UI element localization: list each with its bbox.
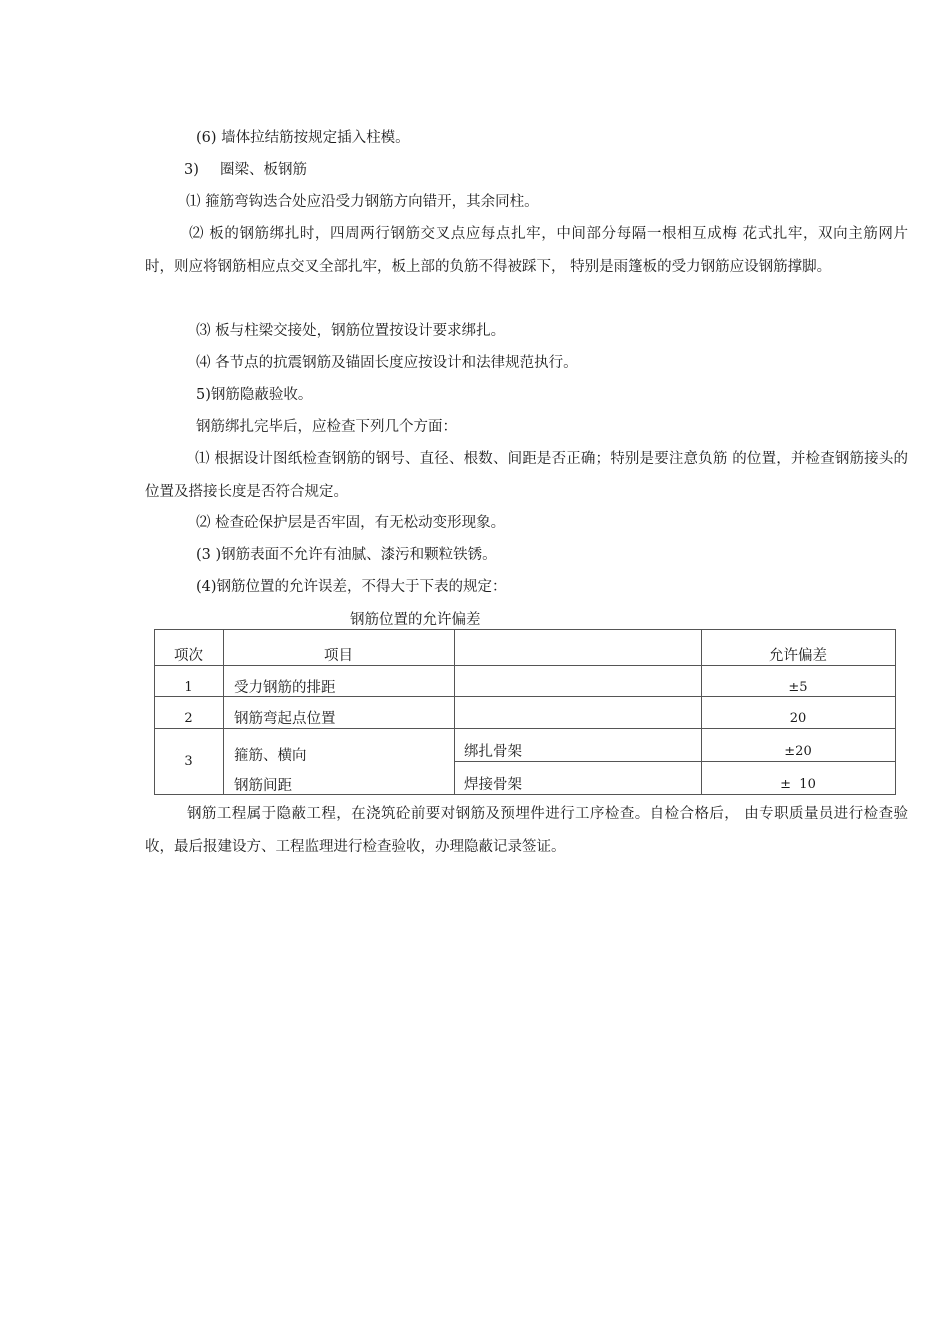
paragraph: ⑵ 板的钢筋绑扎时，四周两行钢筋交叉点应每点扎牢，中间部分每隔一根相互成梅 花式扎牢，双向主筋网片时，则应将钢筋相应点交叉全部扎牢，板上部的负筋不得被踩下， 特别是雨篷板的受力钢筋应设钢筋撑脚。 xyxy=(145,226,908,275)
text-line: 钢筋绑扎完毕后，应检查下列几个方面： xyxy=(196,419,457,435)
text-line: ⑷ 各节点的抗震钢筋及锚固长度应按设计和法律规范执行。 xyxy=(196,355,578,371)
text-line: ⑴ 箍筋弯钩迭合处应沿受力钢筋方向错开，其余同柱。 xyxy=(186,194,539,210)
table-cell-tolerance: ±20 xyxy=(784,744,812,759)
table-cell-no: 2 xyxy=(184,711,193,726)
header-cell: 允许偏差 xyxy=(769,648,827,664)
table-cell-item: 钢筋弯起点位置 xyxy=(234,711,336,727)
table-cell-tolerance: 20 xyxy=(789,711,807,726)
table-cell-sub: 绑扎骨架 xyxy=(464,744,522,760)
section-heading: 圈梁、板钢筋 xyxy=(220,162,307,178)
table-cell-no: 1 xyxy=(184,680,193,695)
header-cell: 项次 xyxy=(174,648,203,664)
text-line: (3 )钢筋表面不允许有油腻、漆污和颗粒铁锈。 xyxy=(196,547,497,563)
table-cell-item: 钢筋间距 xyxy=(234,778,292,794)
header-cell: 项目 xyxy=(324,648,353,664)
paragraph: 钢筋工程属于隐蔽工程，在浇筑砼前要对钢筋及预埋件进行工序检查。自检合格后， 由专职质量员进行检查验收，最后报建设方、工程监理进行检查验收，办理隐蔽记录签证。 xyxy=(145,806,908,855)
section-number: 3) xyxy=(184,162,199,178)
table-cell-no: 3 xyxy=(184,754,193,769)
table-cell-tolerance: ± 10 xyxy=(780,777,816,792)
table-cell-item: 受力钢筋的排距 xyxy=(234,680,336,696)
tolerance-table xyxy=(154,629,896,795)
table-cell-tolerance: ±5 xyxy=(788,680,808,695)
table-cell-item: 箍筋、横向 xyxy=(234,748,307,764)
section-heading: 5)钢筋隐蔽验收。 xyxy=(196,387,313,403)
text-line: ⑵ 检查砼保护层是否牢固，有无松动变形现象。 xyxy=(196,515,506,531)
text-line: ⑶ 板与柱梁交接处，钢筋位置按设计要求绑扎。 xyxy=(196,323,506,339)
text-line: (4)钢筋位置的允许误差，不得大于下表的规定： xyxy=(196,579,507,595)
paragraph: ⑴ 根据设计图纸检查钢筋的钢号、直径、根数、间距是否正确；特别是要注意负筋 的位置，并检查钢筋接头的位置及搭接长度是否符合规定。 xyxy=(145,451,908,500)
text-line: (6) 墙体拉结筋按规定插入柱模。 xyxy=(196,130,410,146)
table-cell-sub: 焊接骨架 xyxy=(464,777,522,793)
table-caption: 钢筋位置的允许偏差 xyxy=(350,612,481,628)
